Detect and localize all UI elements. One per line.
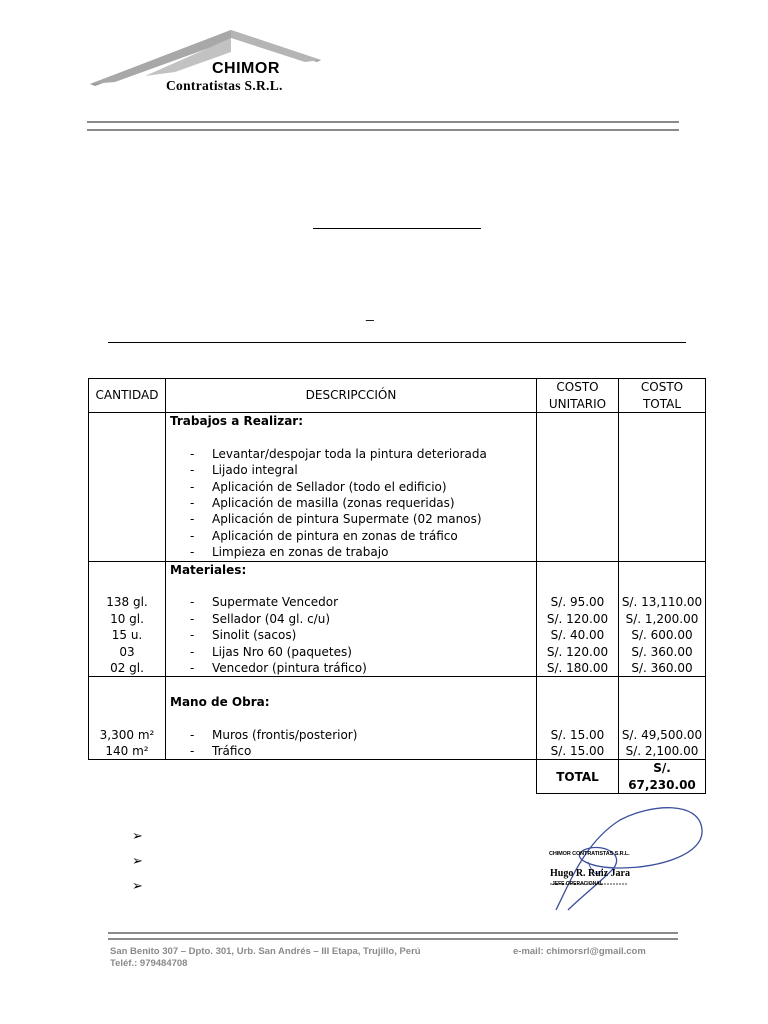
list-item: - Aplicación de Sellador (todo el edificio) [190,479,447,494]
materiales-desc-col [166,561,537,677]
signature-role: JEFE OPERACIONAL [552,881,603,887]
table-cell: 02 gl. [110,661,144,676]
mano-obra-qty-col [89,677,166,760]
list-item: - Muros (frontis/posterior) [190,727,358,742]
list-item: - Lijas Nro 60 (paquetes) [190,644,352,659]
list-item: - Aplicación de masilla (zonas requeridas) [190,496,455,511]
header-descripcion: DESCRIPCCIÓN [166,379,537,413]
bullet-arrow: ➢ [132,828,143,843]
footer-address: San Benito 307 – Dpto. 301, Urb. San Andrés – III Etapa, Trujillo, Perú [110,946,421,957]
table-cell: 15 u. [111,628,143,643]
table-cell: S/. 360.00 [631,661,693,676]
trabajos-unit-cell [537,413,619,562]
trabajos-qty-cell [89,413,166,562]
mano-obra-desc-col [166,677,537,760]
table-cell: 03 [119,644,135,659]
signature-scribble [540,802,710,922]
list-item: - Aplicación de pintura en zonas de tráfico [190,528,458,543]
footer-rule [108,932,678,940]
mano-obra-section [89,677,706,760]
company-subtitle: Contratistas S.R.L. [166,78,283,93]
table-cell: 3,300 m² [99,727,155,742]
table-cell: 10 gl. [110,611,144,626]
list-item: - Sinolit (sacos) [190,628,297,643]
mano-obra-unit-col [537,677,619,760]
table-cell: S/. 360.00 [631,644,693,659]
table-cell: S/. 95.00 [550,595,605,610]
table-cell: S/. 120.00 [546,644,609,659]
table-cell: S/. 40.00 [550,628,605,643]
list-item: - Lijado integral [190,463,298,478]
header-cantidad: CANTIDAD [89,379,166,413]
list-item: - Levantar/despojar toda la pintura deteriorada [190,446,487,461]
trabajos-total-cell [619,413,706,562]
materiales-total-col [619,561,706,677]
list-item: - Supermate Vencedor [190,595,339,610]
dash-mark: _ [366,305,374,321]
header-costo-unitario-line1: COSTO [556,380,599,395]
footer-email: e-mail: chimorsrl@gmail.com [513,946,646,957]
table-cell: 138 gl. [106,595,148,610]
bullet-arrow: ➢ [132,878,143,893]
bullet-arrow: ➢ [132,853,143,868]
materiales-section [89,561,706,677]
trabajos-desc-cell [166,413,537,562]
header-costo-unitario [537,379,619,413]
table-cell: S/. 600.00 [631,628,693,643]
signature-name: Hugo R. Ruiz Jara [550,868,630,879]
table-cell: S/. 15.00 [550,744,605,759]
materiales-qty-col [89,561,166,677]
table-cell: S/. 1,200.00 [625,611,699,626]
list-item: - Sellador (04 gl. c/u) [190,611,331,626]
header-costo-total-line2: TOTAL [642,396,682,411]
materiales-unit-col [537,561,619,677]
header-costo-total [619,379,706,413]
table-cell: S/. 49,500.00 [621,727,703,742]
footer-phone: Teléf.: 979484708 [110,958,188,969]
separator-line [108,342,686,343]
total-label: TOTAL [537,760,619,794]
list-item: - Aplicación de pintura Supermate (02 manos) [190,512,482,527]
table-header-row [89,379,706,413]
table-cell: S/. 13,110.00 [621,595,703,610]
table-cell: S/. 2,100.00 [625,744,699,759]
signature-company: CHIMOR CONTRATISTAS S.R.L. [549,851,630,857]
trabajos-title: Trabajos a Realizar: [170,414,304,428]
list-item: - Limpieza en zonas de trabajo [190,545,389,560]
table-cell: S/. 15.00 [550,727,605,742]
quote-table [88,378,706,794]
table-cell: 140 m² [105,744,149,759]
title-underline [313,228,481,229]
mano-obra-total-col [619,677,706,760]
table-cell: S/. 180.00 [546,661,609,676]
total-value: S/. 67,230.00 [619,760,706,794]
list-item: - Tráfico [190,744,252,759]
header-rule [87,121,679,131]
list-item: - Vencedor (pintura tráfico) [190,661,367,676]
total-row [89,760,706,794]
header-costo-total-line1: COSTO [640,380,684,395]
mano-obra-title: Mano de Obra: [170,694,270,709]
materiales-title: Materiales: [170,562,247,577]
table-cell: S/. 120.00 [546,611,609,626]
company-name: CHIMOR [212,60,280,77]
header-costo-unitario-line2: UNITARIO [548,396,607,411]
trabajos-section [89,413,706,562]
